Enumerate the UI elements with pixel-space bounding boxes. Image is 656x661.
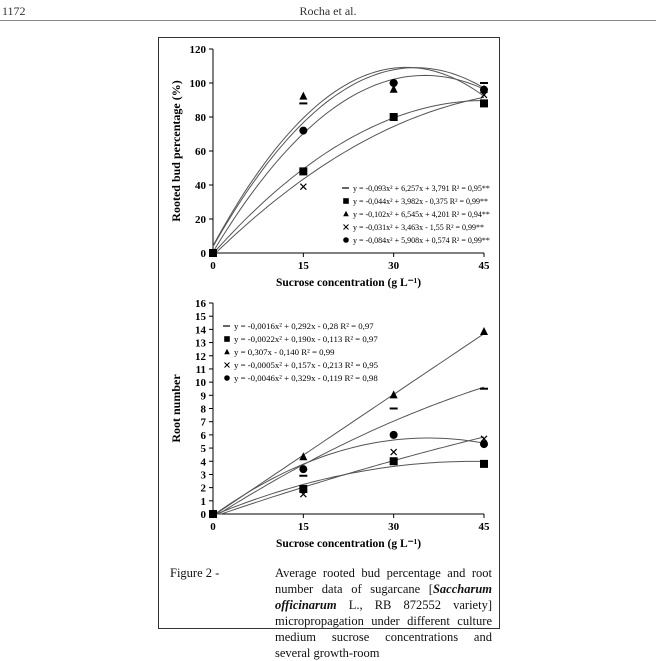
caption-text-after: L., RB 872552 variety] micropropagation under different culture medium sucrose concentrations and several growth-room (275, 598, 492, 660)
legend-marker-circle (224, 375, 230, 381)
data-point-circle (390, 431, 398, 439)
legend-equation-square: y = -0,0022x² + 0,190x - 0,113 R² = 0,97 (234, 334, 378, 344)
page-number: 1172 (2, 4, 26, 18)
data-point-triangle (390, 390, 398, 398)
y-axis-label: Root number (169, 374, 183, 443)
data-point-triangle (299, 92, 307, 100)
y-tick-label: 60 (195, 146, 206, 158)
data-point-square (390, 457, 398, 465)
y-tick-label: 80 (195, 112, 206, 124)
legend-equation-circle: y = -0,084x² + 5,908x + 0,574 R² = 0,99** (353, 236, 490, 245)
y-tick-label: 16 (195, 298, 206, 310)
y-tick-label: 0 (200, 509, 206, 521)
y-tick-label: 9 (200, 390, 206, 403)
x-tick-label: 30 (388, 521, 400, 533)
y-tick-label: 1 (200, 495, 206, 508)
data-point-cross (391, 449, 397, 455)
caption-text-before: Average rooted bud percentage and root number data of sugarcane [ (275, 566, 492, 596)
x-axis-label: Sucrose concentration (g L⁻¹) (275, 277, 422, 289)
y-tick-label: 4 (200, 456, 206, 469)
data-point-circle (209, 510, 217, 518)
trend-curve-dash (213, 68, 484, 247)
data-point-circle (480, 440, 488, 448)
data-point-triangle (480, 327, 488, 335)
y-tick-label: 11 (195, 363, 206, 376)
y-tick-label: 15 (195, 311, 206, 324)
trend-curve-triangle (213, 67, 484, 246)
data-point-square (480, 460, 488, 468)
data-point-square (480, 99, 488, 107)
y-tick-label: 7 (200, 416, 206, 429)
caption-species: Saccharum officinarum (275, 582, 492, 612)
rooted-bud-chart (169, 44, 490, 289)
data-point-circle (299, 465, 307, 473)
y-tick-label: 40 (195, 180, 206, 192)
x-tick-label: 0 (210, 521, 216, 533)
legend-equation-cross: y = -0,0005x² + 0,157x - 0,213 R² = 0,95 (234, 360, 379, 370)
legend-equation-triangle: y = 0,307x - 0,140 R² = 0,99 (234, 347, 335, 357)
legend-equation-cross: y = -0,031x² + 3,463x - 1,55 R² = 0,99** (353, 223, 484, 232)
y-axis-label: Rooted bud percentage (%) (169, 80, 183, 222)
y-tick-label: 100 (189, 78, 206, 90)
legend-equation-square: y = -0,044x² + 3,982x - 0,375 R² = 0,99** (353, 197, 488, 206)
legend-marker-cross (344, 225, 349, 230)
figure-caption (170, 565, 492, 661)
y-tick-label: 20 (195, 214, 206, 226)
x-tick-label: 15 (297, 260, 309, 272)
y-tick-label: 0 (200, 248, 206, 260)
y-tick-label: 3 (200, 469, 206, 482)
legend-marker-circle (343, 237, 349, 243)
running-head: Rocha et al. (299, 4, 357, 18)
trend-curve-square (213, 461, 484, 514)
legend-marker-square (343, 198, 349, 204)
x-tick-label: 45 (478, 260, 490, 272)
caption-label: Figure 2 - (170, 566, 220, 580)
y-tick-label: 10 (195, 377, 206, 390)
data-point-circle (390, 79, 398, 87)
legend-equation-triangle: y = -0,102x² + 6,545x + 4,201 R² = 0,94** (353, 210, 490, 219)
y-tick-label: 120 (189, 44, 206, 56)
y-tick-label: 12 (195, 350, 206, 363)
legend-equation-dash: y = -0,0016x² + 0,292x - 0,28 R² = 0,97 (234, 321, 374, 331)
y-tick-label: 6 (200, 429, 206, 442)
legend-marker-square (224, 336, 230, 342)
x-tick-label: 30 (388, 260, 400, 272)
data-point-circle (209, 249, 217, 257)
root-number-chart (169, 298, 490, 550)
y-tick-label: 5 (200, 443, 206, 456)
data-point-circle (480, 86, 488, 94)
y-tick-label: 13 (195, 337, 206, 350)
data-point-circle (299, 127, 307, 135)
y-tick-label: 2 (200, 482, 206, 495)
x-tick-label: 45 (478, 521, 490, 533)
y-tick-label: 8 (200, 403, 206, 416)
data-point-cross (300, 184, 306, 190)
y-tick-label: 14 (195, 324, 206, 337)
legend-marker-triangle (343, 211, 349, 217)
data-point-square (299, 167, 307, 175)
legend-equation-circle: y = -0,0046x² + 0,329x - 0,119 R² = 0,98 (234, 373, 378, 383)
x-axis-label: Sucrose concentration (g L⁻¹) (275, 538, 422, 550)
x-tick-label: 15 (297, 521, 309, 533)
legend-marker-triangle (224, 349, 230, 355)
legend-equation-dash: y = -0,093x² + 6,257x + 3,791 R² = 0,95** (353, 184, 490, 193)
x-tick-label: 0 (210, 260, 216, 272)
trend-curve-dash (213, 387, 484, 514)
legend-marker-cross (225, 363, 230, 368)
